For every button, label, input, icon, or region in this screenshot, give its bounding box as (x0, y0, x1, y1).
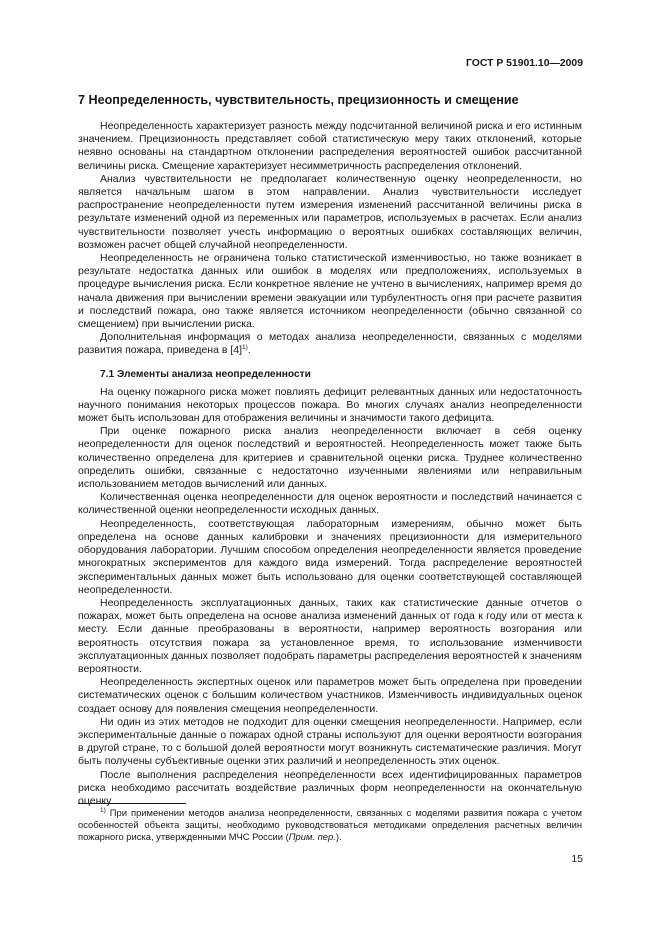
subsection-paragraph: Неопределенность, соответствующая лабораторным измерениям, обычно может быть определена на основе данных калибровки и значениях прецизионности для измерительного оборудования лаборатории. Лучшим способом определения неопределенности является проведение многократных экспериментов для каждого вида измерений. Тогда распределение вероятностей экспериментальных данных может быть использовано для оценки соответствующей составляющей неопределенности. (78, 517, 582, 596)
subsection-paragraph: На оценку пожарного риска может повлиять дефицит релевантных данных или недостаточность научного понимания некоторых процессов пожара. Во многих случаях анализ неопределенности может быть использован для отображения величины и значимости такого дефицита. (78, 385, 582, 425)
subsection-paragraph: При оценке пожарного риска анализ неопределенности включает в себя оценку неопределенности для оценок последствий и вероятностей. Неопределенность может также быть количественно определена для критериев и сравнительной оценки риска. Труднее количественно определить ошибки, связанные с недостаточно изученными явлениями или неправильным использованием методов вычислений или данных. (78, 425, 582, 491)
subsection-paragraph: Количественная оценка неопределенности для оценок вероятности и последствий начинается с количественной оценки неопределенности исходных данных. (78, 491, 582, 517)
footnote (78, 807, 582, 843)
paragraph-text: Дополнительная информация о методах анализа неопределенности, связанных с моделями развития пожара, приведена в [4] (78, 331, 582, 357)
section-paragraph-with-ref (78, 331, 582, 357)
subsection-paragraph: Неопределенность эксплуатационных данных, таких как статистические данные отчетов о пожарах, может быть определена на основе анализа изменений данных от года к году или от места к месту. Если данные преобразованы в вероятности, например вероятность возгорания или вероятность отсутствия пожара за установленное время, то использование изменчивости эксплуатационных данных позволяет подобрать параметры распределения вероятностей к значениям вероятности. (78, 596, 582, 675)
footnote-marker: 1) (100, 807, 106, 814)
standard-designation: ГОСТ Р 51901.10—2009 (466, 58, 583, 69)
section-paragraph: Неопределенность не ограничена только статистической изменчивостью, но также возникает в результате недостатка данных или ошибок в моделях или предположениях, используемых в процедуре вычисления риска. Если конкретное явление не учтено в вычислениях, например время до начала движения при вычислении времени эвакуации или турбулентность огня при расчете развития и последствий пожара, оно также является источником неопределенности (обычно связанной со смещением) при вычислении риска. (78, 252, 582, 331)
paragraph-end: . (247, 344, 251, 357)
section-paragraph: Анализ чувствительности не предполагает количественную оценку неопределенности, но является начальным шагом в этом направлении. Анализ чувствительности исследует распространение неопределенности путем измерения изменений рассчитанной величины риска в результате изменений одной из переменных или параметров, используемых в расчетах. Если анализ чувствительности позволяет учесть информацию о вероятных ошибках составляющих величин, возможен расчет общей случайной неопределенности. (78, 172, 582, 251)
page-number: 15 (571, 853, 583, 865)
section-paragraph: Неопределенность характеризует разность между подсчитанной величиной риска и его истинным значением. Прецизионность представляет собой статистическую меру таких отклонений, которые неявно основаны на стандартном отклонении распределения вероятностей ошибок рассчитанной величины риска. Смещение характеризует несимметричность распределения отклонений. (78, 120, 582, 172)
footnote-text: При применении методов анализа неопределенности, связанных с моделями развития пожара с учетом особенностей объекта защиты, необходимо руководствоваться методиками определения расчетных величин пожарного риска, утвержденными МЧС России ( (78, 807, 582, 842)
footnote-reference: 1) (242, 344, 248, 352)
subsection-paragraph: После выполнения распределения неопределенности всех идентифицированных параметров риска необходимо рассчитать воздействие различных форм неопределенности на окончательную оценку (78, 768, 582, 807)
page-content (78, 92, 582, 808)
subsection-paragraph: Ни один из этих методов не подходит для оценки смещения неопределенности. Например, если экспериментальные данные о пожарах одной страны используют для оценки вероятности возгорания в другой стране, то с большой долей вероятности могут возникнуть систематические различия. Могут быть получены субъективные оценки этих различий и неопределенность этих оценок. (78, 715, 582, 768)
subsection-paragraph: Неопределенность экспертных оценок или параметров может быть определена при проведении систематических оценок с большим количеством участников. Изменчивость индивидуальных оценок создает основу для появления смещения неопределенности. (78, 676, 582, 715)
footnote-translator-note: Прим. пер. (288, 831, 336, 842)
footnote-separator (78, 803, 186, 804)
footnote-text-end: ). (335, 831, 342, 842)
subsection-title: 7.1 Элементы анализа неопределенности (100, 368, 311, 380)
section-title: 7 Неопределенность, чувствительность, прецизионность и смещение (78, 93, 519, 107)
